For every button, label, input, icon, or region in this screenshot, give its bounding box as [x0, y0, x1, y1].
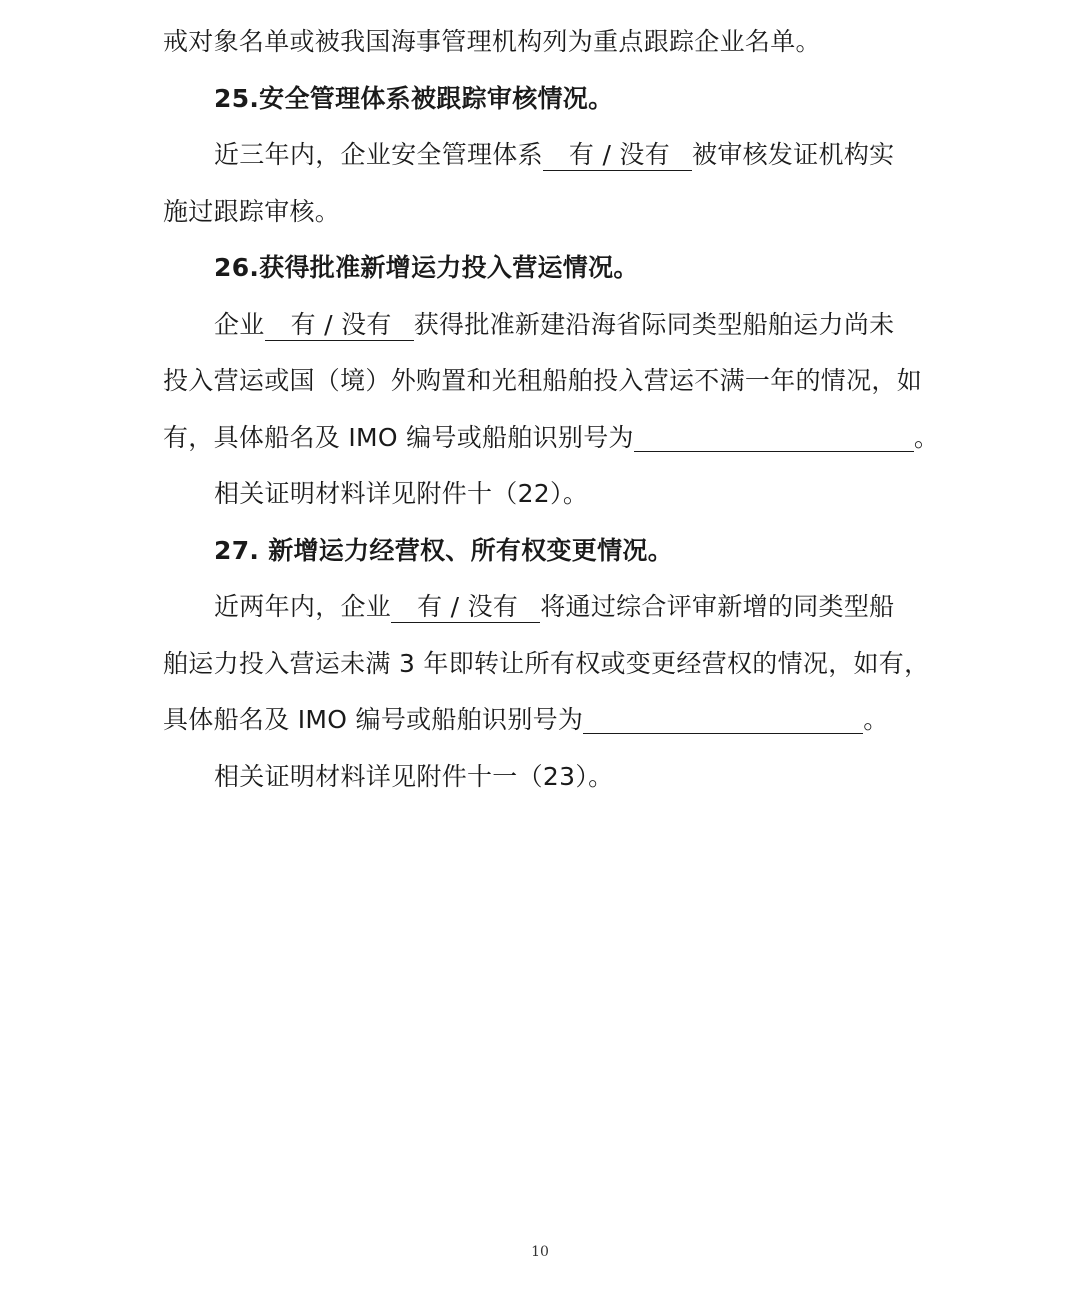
ship-name-blank[interactable] [634, 421, 914, 452]
ship-name-blank[interactable] [583, 703, 863, 734]
text-segment: 近两年内，企业 [214, 592, 392, 621]
text-segment: 相关证明材料详见附件十一（23）。 [214, 761, 614, 791]
document-page [163, 14, 940, 805]
text-line [163, 14, 923, 71]
choice-blank[interactable]: 有 / 没有 [543, 140, 692, 171]
section-27-paragraph-line-2 [163, 636, 930, 693]
text-segment: 近三年内，企业安全管理体系 [214, 140, 543, 169]
heading-text: 26.获得批准新增运力投入营运情况。 [214, 253, 639, 282]
text-segment: 。 [913, 422, 940, 452]
text-segment: 投入营运或国（境）外购置和光租船舶投入营运不满一年的情况，如 [163, 366, 923, 395]
text-segment: 舶运力投入营运未满 3 年即转让所有权或变更经营权的情况，如有， [163, 648, 930, 678]
section-26-paragraph-line-2 [163, 353, 923, 410]
section-27-heading [163, 523, 923, 580]
text-segment: 戒对象名单或被我国海事管理机构列为重点跟踪企业名单。 [163, 27, 821, 56]
text-segment: 将通过综合评审新增的同类型船 [540, 592, 895, 621]
text-segment: 获得批准新建沿海省际同类型船舶运力尚未 [413, 309, 895, 339]
text-segment: 具体船名及 IMO 编号或船舶识别号为 [163, 705, 584, 734]
heading-text: 27. 新增运力经营权、所有权变更情况。 [214, 535, 673, 565]
text-segment: 施过跟踪审核。 [163, 196, 341, 226]
heading-text: 25.安全管理体系被跟踪审核情况。 [214, 83, 614, 113]
section-27-attachment-note [163, 749, 923, 806]
text-segment: 。 [863, 705, 889, 734]
text-segment: 有，具体船名及 IMO 编号或船舶识别号为 [163, 422, 634, 452]
text-segment: 被审核发证机构实 [692, 140, 895, 169]
section-26-attachment-note [163, 466, 923, 523]
section-25-paragraph-line-2 [163, 184, 923, 241]
section-26-paragraph-line-1 [163, 297, 923, 354]
section-25-heading [163, 71, 923, 128]
choice-blank[interactable]: 有 / 没有 [265, 310, 414, 341]
choice-blank[interactable]: 有 / 没有 [391, 592, 540, 623]
page-number: 10 [531, 1244, 549, 1260]
section-27-paragraph-line-1 [163, 579, 923, 636]
section-26-heading [163, 240, 923, 297]
text-segment: 企业 [214, 309, 265, 339]
text-segment: 相关证明材料详见附件十（22）。 [214, 479, 589, 508]
section-27-paragraph-line-3 [163, 692, 923, 749]
section-25-paragraph-line-1 [163, 127, 923, 184]
section-26-paragraph-line-3 [163, 410, 940, 467]
